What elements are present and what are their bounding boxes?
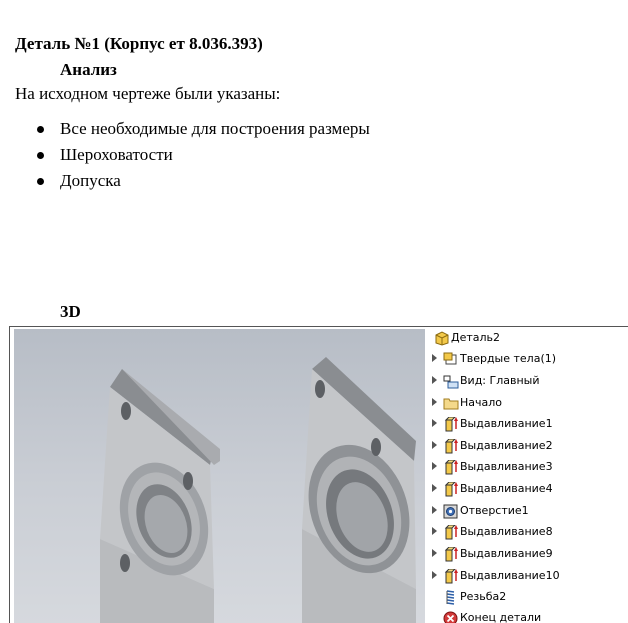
cad-screenshot — [9, 326, 628, 623]
tree-item-label: Выдавливание3 — [460, 460, 553, 473]
tree-item-label: Выдавливание1 — [460, 417, 553, 430]
bullet-list — [0, 118, 370, 196]
folder-icon — [443, 396, 459, 411]
expand-arrow-icon[interactable] — [432, 354, 437, 362]
intro-text: На исходном чертеже были указаны: — [15, 84, 281, 103]
bullet-item: Допуска — [0, 170, 370, 196]
expand-arrow-icon[interactable] — [432, 376, 437, 384]
tree-item-label: Выдавливание4 — [460, 482, 553, 495]
part-render — [14, 329, 425, 623]
thread-icon — [443, 590, 459, 605]
cad-viewport[interactable] — [14, 329, 425, 623]
tree-item-label: Резьба2 — [460, 590, 507, 603]
end-of-part-icon — [443, 611, 459, 623]
section-heading: Анализ — [60, 60, 117, 79]
document-title: Деталь №1 (Корпус ет 8.036.393) — [15, 34, 263, 53]
extrusion-icon — [443, 525, 459, 540]
bullet-item: Все необходимые для построения размеры — [0, 118, 370, 144]
tree-root-label: Деталь2 — [451, 331, 501, 344]
extrusion-icon — [443, 547, 459, 562]
bullet-item: Шероховатости — [0, 144, 370, 170]
expand-arrow-icon[interactable] — [432, 484, 437, 492]
part-icon — [434, 331, 450, 346]
expand-arrow-icon[interactable] — [432, 506, 437, 514]
expand-arrow-icon[interactable] — [432, 398, 437, 406]
tree-item-label: Конец детали — [460, 611, 542, 623]
extrusion-icon — [443, 460, 459, 475]
model-browser — [430, 327, 628, 623]
expand-arrow-icon[interactable] — [432, 419, 437, 427]
tree-item-label: Начало — [460, 396, 503, 409]
extrusion-icon — [443, 439, 459, 454]
view-icon — [443, 374, 459, 389]
expand-arrow-icon[interactable] — [432, 571, 437, 579]
label-3d: 3D — [60, 302, 81, 321]
tree-item-label: Отверстие1 — [460, 504, 529, 517]
part-view-right — [291, 357, 425, 623]
tree-item-label: Выдавливание2 — [460, 439, 553, 452]
tree-item-label: Вид: Главный — [460, 374, 540, 387]
hole-icon — [443, 504, 459, 519]
extrusion-icon — [443, 569, 459, 584]
tree-item-label: Твердые тела(1) — [460, 352, 557, 365]
expand-arrow-icon[interactable] — [432, 549, 437, 557]
extrusion-icon — [443, 482, 459, 497]
part-view-left — [100, 369, 223, 623]
tree-item-label: Выдавливание8 — [460, 525, 553, 538]
tree-item-label: Выдавливание9 — [460, 547, 553, 560]
expand-arrow-icon[interactable] — [432, 527, 437, 535]
solid-bodies-icon — [443, 352, 459, 367]
expand-arrow-icon[interactable] — [432, 462, 437, 470]
tree-item-label: Выдавливание10 — [460, 569, 560, 582]
extrusion-icon — [443, 417, 459, 432]
expand-arrow-icon[interactable] — [432, 441, 437, 449]
